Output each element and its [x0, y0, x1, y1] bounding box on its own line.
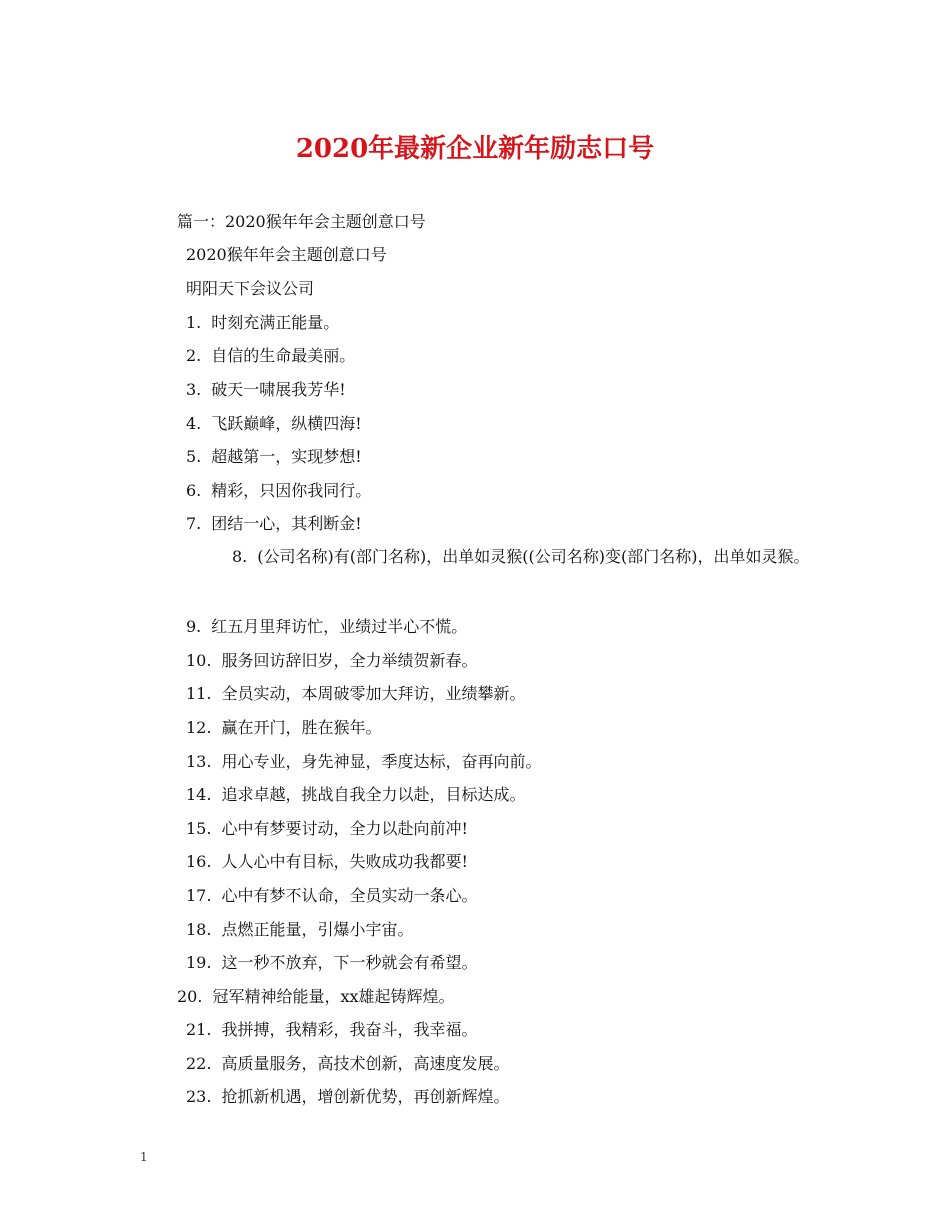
list-item-text: 破天一啸展我芳华!: [211, 380, 346, 399]
list-item: [186, 346, 355, 366]
list-item-text: 人人心中有目标，失败成功我都要!: [221, 852, 468, 871]
list-item-text: 心中有梦要讨动，全力以赴向前冲!: [221, 819, 468, 838]
list-item-text: 心中有梦不认命，全员实动一条心。: [221, 886, 478, 905]
list-item-text: 红五月里拜访忙，业绩过半心不慌。: [211, 617, 468, 636]
section-heading: 篇一：2020猴年年会主题创意口号: [177, 212, 426, 231]
list-item-text: 这一秒不放弃，下一秒就会有希望。: [221, 953, 478, 972]
list-item: [186, 684, 525, 704]
list-item-text: 飞跃巅峰，纵横四海!: [211, 414, 362, 433]
list-item: [186, 752, 541, 772]
list-item-text: 追求卓越，挑战自我全力以赴，目标达成。: [221, 785, 526, 804]
list-item-number: 5.: [186, 447, 202, 466]
list-item: [186, 1020, 477, 1040]
list-item-text: 抢抓新机遇，增创新优势，再创新辉煌。: [221, 1087, 510, 1106]
list-item: [177, 987, 455, 1007]
list-item-text: 用心专业，身先神显，季度达标，奋再向前。: [221, 752, 542, 771]
company-name: 明阳天下会议公司: [186, 279, 315, 298]
list-item: [186, 313, 339, 333]
list-item-number: 17.: [186, 886, 212, 905]
list-item: [186, 785, 525, 805]
list-item: [186, 1087, 509, 1107]
page-number: 1: [140, 1150, 148, 1164]
list-item-number: 23.: [186, 1087, 212, 1106]
list-item-text: 点燃正能量，引爆小宇宙。: [221, 920, 414, 939]
list-item: [186, 1054, 509, 1074]
list-item: [186, 819, 468, 839]
list-item-text: 赢在开门，胜在猴年。: [221, 718, 382, 737]
list-item-number: 2.: [186, 346, 202, 365]
list-item-text: 时刻充满正能量。: [211, 313, 340, 332]
list-item: [186, 852, 468, 872]
list-item-number: 19.: [186, 953, 212, 972]
list-item: [140, 540, 830, 574]
list-item-number: 7.: [186, 514, 202, 533]
list-item-text: 冠军精神给能量，xx雄起铸辉煌。: [212, 987, 455, 1006]
subheading: 2020猴年年会主题创意口号: [186, 245, 387, 264]
list-item: [186, 447, 362, 467]
list-item-number: 18.: [186, 920, 212, 939]
list-item-number: 3.: [186, 380, 202, 399]
list-item-text: 超越第一，实现梦想!: [211, 447, 362, 466]
list-item: [186, 617, 467, 637]
list-item: [186, 414, 362, 434]
list-item-number: 12.: [186, 718, 212, 737]
list-item-number: 15.: [186, 819, 212, 838]
list-item-number: 10.: [186, 651, 212, 670]
list-item: [186, 651, 477, 671]
list-item-text: 高质量服务，高技术创新，高速度发展。: [221, 1054, 510, 1073]
list-item-number: 16.: [186, 852, 212, 871]
list-item: [186, 718, 381, 738]
list-item-number: 20.: [177, 987, 203, 1006]
list-item-text: (公司名称)有(部门名称)，出单如灵猴((公司名称)变(部门名称)，出单如灵猴。: [257, 547, 810, 566]
list-item-number: 6.: [186, 481, 202, 500]
list-item-text: 精彩，只因你我同行。: [211, 481, 372, 500]
list-item-number: 22.: [186, 1054, 212, 1073]
list-item-number: 9.: [186, 617, 202, 636]
list-item-number: 13.: [186, 752, 212, 771]
list-item: [186, 920, 413, 940]
list-item-text: 全员实动，本周破零加大拜访，业绩攀新。: [221, 684, 526, 703]
list-item-number: 11.: [186, 684, 212, 703]
list-item: [186, 514, 362, 534]
list-item: [186, 380, 346, 400]
list-item-number: 4.: [186, 414, 202, 433]
list-item-text: 服务回访辞旧岁，全力举绩贺新春。: [221, 651, 478, 670]
list-item: [186, 481, 371, 501]
document-title: 2020年最新企业新年励志口号: [295, 134, 655, 164]
list-item-number: 8.: [232, 547, 248, 566]
list-item: [186, 953, 477, 973]
list-item-text: 自信的生命最美丽。: [211, 346, 356, 365]
list-item-text: 我拼搏，我精彩，我奋斗，我幸福。: [221, 1020, 478, 1039]
list-item-text: 团结一心，其利断金!: [211, 514, 362, 533]
list-item: [186, 886, 477, 906]
list-item-number: 1.: [186, 313, 202, 332]
list-item-number: 21.: [186, 1020, 212, 1039]
list-item-number: 14.: [186, 785, 212, 804]
